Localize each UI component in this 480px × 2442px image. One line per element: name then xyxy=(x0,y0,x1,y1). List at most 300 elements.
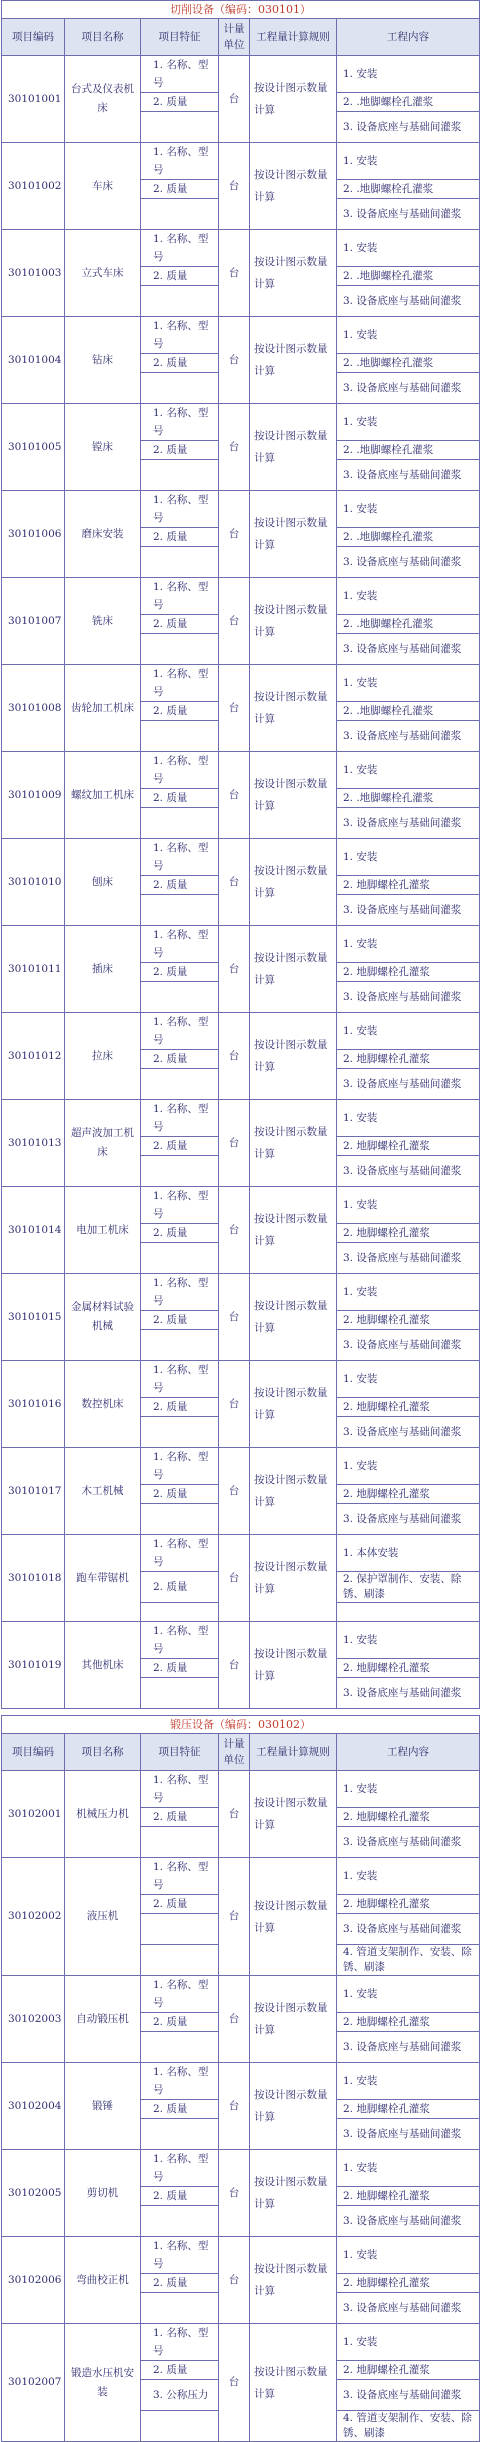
item-code: 30102006 xyxy=(2,2237,65,2324)
unit: 台 xyxy=(219,317,250,404)
unit: 台 xyxy=(219,2063,250,2150)
header-row xyxy=(2,1734,480,1771)
work-content: 1. 安装 xyxy=(337,2063,480,2100)
item-code: 30102005 xyxy=(2,2150,65,2237)
work-content: 2. 地脚螺栓孔灌浆 xyxy=(337,1311,480,1330)
item-name: 超声波加工机床 xyxy=(65,1100,141,1187)
table-row xyxy=(2,1100,480,1137)
item-feature xyxy=(141,721,219,752)
calc-rule: 按设计图示数量计算 xyxy=(250,2324,337,2442)
item-name: 锻锤 xyxy=(65,2063,141,2150)
item-feature: 2. 质量 xyxy=(141,1311,219,1330)
item-feature: 2. 质量 xyxy=(141,267,219,286)
work-content: 1. 安装 xyxy=(337,578,480,615)
item-code: 30101017 xyxy=(2,1448,65,1535)
item-feature xyxy=(141,1504,219,1535)
work-content: 1. 安装 xyxy=(337,1448,480,1485)
item-code: 30101010 xyxy=(2,839,65,926)
item-feature: 1. 名称、型号 xyxy=(141,317,219,354)
unit: 台 xyxy=(219,2237,250,2324)
work-content: 3. 设备底座与基础间灌浆 xyxy=(337,199,480,230)
item-name: 台式及仪表机床 xyxy=(65,56,141,143)
work-content: 4. 管道支架制作、安装、除锈、刷漆 xyxy=(337,2411,480,2442)
item-feature: 1. 名称、型号 xyxy=(141,230,219,267)
item-feature: 1. 名称、型号 xyxy=(141,1361,219,1398)
column-header: 项目编码 xyxy=(2,19,65,56)
work-content: 1. 安装 xyxy=(337,143,480,180)
item-feature: 2. 质量 xyxy=(141,702,219,721)
item-feature xyxy=(141,2206,219,2237)
unit: 台 xyxy=(219,230,250,317)
calc-rule: 按设计图示数量计算 xyxy=(250,2150,337,2237)
unit: 台 xyxy=(219,1187,250,1274)
item-feature: 1. 名称、型号 xyxy=(141,2150,219,2187)
item-name: 剪切机 xyxy=(65,2150,141,2237)
work-content: 2. 地脚螺栓孔灌浆 xyxy=(337,2274,480,2293)
item-feature: 2. 质量 xyxy=(141,2013,219,2032)
work-content: 1. 安装 xyxy=(337,1858,480,1895)
item-feature xyxy=(141,1914,219,1945)
work-content: 3. 设备底座与基础间灌浆 xyxy=(337,1330,480,1361)
column-header: 工程量计算规则 xyxy=(250,19,337,56)
column-header: 项目名称 xyxy=(65,1734,141,1771)
item-code: 30102007 xyxy=(2,2324,65,2442)
item-name: 机械压力机 xyxy=(65,1771,141,1858)
calc-rule: 按设计图示数量计算 xyxy=(250,1448,337,1535)
table-row xyxy=(2,491,480,528)
item-code: 30101011 xyxy=(2,926,65,1013)
item-name: 镗床 xyxy=(65,404,141,491)
calc-rule: 按设计图示数量计算 xyxy=(250,2237,337,2324)
item-code: 30101018 xyxy=(2,1535,65,1622)
item-feature: 2. 质量 xyxy=(141,1659,219,1678)
item-name: 液压机 xyxy=(65,1858,141,1976)
item-code: 30101007 xyxy=(2,578,65,665)
item-code: 30101003 xyxy=(2,230,65,317)
item-feature: 1. 名称、型号 xyxy=(141,1535,219,1572)
work-content: 3. 设备底座与基础间灌浆 xyxy=(337,547,480,578)
item-code: 30101014 xyxy=(2,1187,65,1274)
item-code: 30102003 xyxy=(2,1976,65,2063)
item-feature: 2. 质量 xyxy=(141,2100,219,2119)
work-content: 3. 设备底座与基础间灌浆 xyxy=(337,2119,480,2150)
item-feature xyxy=(141,895,219,926)
item-feature: 1. 名称、型号 xyxy=(141,404,219,441)
item-feature xyxy=(141,1417,219,1448)
item-name: 铣床 xyxy=(65,578,141,665)
unit: 台 xyxy=(219,56,250,143)
item-feature xyxy=(141,1156,219,1187)
item-feature: 2. 质量 xyxy=(141,2187,219,2206)
item-feature: 2. 质量 xyxy=(141,615,219,634)
item-feature: 1. 名称、型号 xyxy=(141,752,219,789)
item-feature xyxy=(141,1678,219,1709)
unit: 台 xyxy=(219,1976,250,2063)
unit: 台 xyxy=(219,578,250,665)
work-content: 2. 地脚螺栓孔灌浆 xyxy=(337,963,480,982)
item-name: 自动锻压机 xyxy=(65,1976,141,2063)
column-header: 计量单位 xyxy=(219,19,250,56)
unit: 台 xyxy=(219,491,250,578)
column-header: 项目特征 xyxy=(141,1734,219,1771)
item-feature xyxy=(141,1827,219,1858)
item-feature xyxy=(141,373,219,404)
item-name: 刨床 xyxy=(65,839,141,926)
work-content: 3. 设备底座与基础间灌浆 xyxy=(337,1678,480,1709)
work-content: 2. 地脚螺栓孔灌浆 xyxy=(337,1137,480,1156)
calc-rule: 按设计图示数量计算 xyxy=(250,491,337,578)
item-feature: 2. 质量 xyxy=(141,1137,219,1156)
item-feature: 1. 名称、型号 xyxy=(141,1976,219,2013)
item-feature xyxy=(141,2032,219,2063)
item-feature xyxy=(141,2411,219,2442)
item-feature xyxy=(141,808,219,839)
unit: 台 xyxy=(219,926,250,1013)
item-feature xyxy=(141,199,219,230)
item-feature: 1. 名称、型号 xyxy=(141,491,219,528)
work-content: 3. 设备底座与基础间灌浆 xyxy=(337,808,480,839)
table-row xyxy=(2,2324,480,2361)
table-row xyxy=(2,752,480,789)
item-feature: 1. 名称、型号 xyxy=(141,1274,219,1311)
item-feature xyxy=(141,1330,219,1361)
item-code: 30101015 xyxy=(2,1274,65,1361)
work-content: 1. 安装 xyxy=(337,2150,480,2187)
table-row xyxy=(2,665,480,702)
equipment-table xyxy=(1,0,480,2442)
work-content: 1. 安装 xyxy=(337,1361,480,1398)
work-content: 3. 设备底座与基础间灌浆 xyxy=(337,373,480,404)
item-code: 30101005 xyxy=(2,404,65,491)
work-content: 1. 安装 xyxy=(337,2324,480,2361)
work-content: 2. 地脚螺栓孔灌浆 xyxy=(337,1398,480,1417)
column-header: 项目名称 xyxy=(65,19,141,56)
calc-rule: 按设计图示数量计算 xyxy=(250,1858,337,1976)
calc-rule: 按设计图示数量计算 xyxy=(250,230,337,317)
work-content: 3. 设备底座与基础间灌浆 xyxy=(337,112,480,143)
work-content: 1. 安装 xyxy=(337,1771,480,1808)
work-content: 3. 设备底座与基础间灌浆 xyxy=(337,634,480,665)
unit: 台 xyxy=(219,1448,250,1535)
item-feature: 2. 质量 xyxy=(141,789,219,808)
header-row xyxy=(2,19,480,56)
item-feature: 1. 名称、型号 xyxy=(141,1187,219,1224)
table-row xyxy=(2,2237,480,2274)
work-content: 1. 安装 xyxy=(337,56,480,93)
unit: 台 xyxy=(219,1274,250,1361)
calc-rule: 按设计图示数量计算 xyxy=(250,1771,337,1858)
unit: 台 xyxy=(219,2150,250,2237)
table-row xyxy=(2,317,480,354)
unit: 台 xyxy=(219,1771,250,1858)
item-feature: 1. 名称、型号 xyxy=(141,56,219,93)
work-content: 1. 安装 xyxy=(337,491,480,528)
item-code: 30102001 xyxy=(2,1771,65,1858)
item-code: 30101019 xyxy=(2,1622,65,1709)
calc-rule: 按设计图示数量计算 xyxy=(250,1187,337,1274)
work-content: 3. 设备底座与基础间灌浆 xyxy=(337,460,480,491)
item-feature: 2. 质量 xyxy=(141,441,219,460)
work-content: 2. .地脚螺栓孔灌浆 xyxy=(337,354,480,373)
section-title: 锻压设备（编码：030102） xyxy=(2,1716,480,1734)
work-content: 2. 地脚螺栓孔灌浆 xyxy=(337,1808,480,1827)
calc-rule: 按设计图示数量计算 xyxy=(250,839,337,926)
item-feature xyxy=(141,286,219,317)
work-content: 3. 设备底座与基础间灌浆 xyxy=(337,895,480,926)
work-content: 3. 设备底座与基础间灌浆 xyxy=(337,1827,480,1858)
work-content: 3. 设备底座与基础间灌浆 xyxy=(337,2206,480,2237)
item-feature xyxy=(141,982,219,1013)
item-code: 30101006 xyxy=(2,491,65,578)
table-row xyxy=(2,230,480,267)
work-content: 2. .地脚螺栓孔灌浆 xyxy=(337,441,480,460)
item-feature xyxy=(141,1945,219,1976)
item-name: 钻床 xyxy=(65,317,141,404)
item-feature xyxy=(141,2119,219,2150)
unit: 台 xyxy=(219,143,250,230)
item-feature: 1. 名称、型号 xyxy=(141,1013,219,1050)
item-feature: 2. 质量 xyxy=(141,963,219,982)
unit: 台 xyxy=(219,752,250,839)
work-content: 1. 安装 xyxy=(337,752,480,789)
item-name: 跑车带锯机 xyxy=(65,1535,141,1622)
item-feature: 2. 质量 xyxy=(141,93,219,112)
item-feature xyxy=(141,547,219,578)
work-content: 2. 地脚螺栓孔灌浆 xyxy=(337,1659,480,1678)
item-name: 齿轮加工机床 xyxy=(65,665,141,752)
work-content: 3. 设备底座与基础间灌浆 xyxy=(337,2293,480,2324)
item-code: 30101016 xyxy=(2,1361,65,1448)
item-feature xyxy=(141,460,219,491)
item-name: 车床 xyxy=(65,143,141,230)
work-content: 2. 保护罩制作、安装、除锈、刷漆 xyxy=(337,1572,480,1603)
work-content: 3. 设备底座与基础间灌浆 xyxy=(337,1504,480,1535)
work-content: 1. 安装 xyxy=(337,317,480,354)
section-title-row xyxy=(2,1716,480,1734)
unit: 台 xyxy=(219,1100,250,1187)
work-content: 1. 安装 xyxy=(337,839,480,876)
table-row xyxy=(2,1622,480,1659)
item-feature xyxy=(141,112,219,143)
calc-rule: 按设计图示数量计算 xyxy=(250,1535,337,1622)
calc-rule: 按设计图示数量计算 xyxy=(250,752,337,839)
table-row xyxy=(2,1187,480,1224)
calc-rule: 按设计图示数量计算 xyxy=(250,1100,337,1187)
item-feature: 1. 名称、型号 xyxy=(141,1858,219,1895)
work-content: 3. 设备底座与基础间灌浆 xyxy=(337,2032,480,2063)
calc-rule: 按设计图示数量计算 xyxy=(250,1976,337,2063)
table-row xyxy=(2,56,480,93)
unit: 台 xyxy=(219,404,250,491)
item-feature: 2. 质量 xyxy=(141,2361,219,2380)
work-content: 2. .地脚螺栓孔灌浆 xyxy=(337,789,480,808)
work-content: 3. 设备底座与基础间灌浆 xyxy=(337,982,480,1013)
item-feature: 1. 名称、型号 xyxy=(141,2237,219,2274)
item-feature: 2. 质量 xyxy=(141,1050,219,1069)
calc-rule: 按设计图示数量计算 xyxy=(250,317,337,404)
item-name: 插床 xyxy=(65,926,141,1013)
work-content: 3. 设备底座与基础间灌浆 xyxy=(337,1069,480,1100)
work-content: 3. 设备底座与基础间灌浆 xyxy=(337,1156,480,1187)
item-feature: 1. 名称、型号 xyxy=(141,1100,219,1137)
item-feature: 1. 名称、型号 xyxy=(141,839,219,876)
item-feature xyxy=(141,1069,219,1100)
work-content: 2. 地脚螺栓孔灌浆 xyxy=(337,2361,480,2380)
item-feature: 2. 质量 xyxy=(141,1808,219,1827)
work-content: 1. 安装 xyxy=(337,1976,480,2013)
work-content: 2. 地脚螺栓孔灌浆 xyxy=(337,1050,480,1069)
gap-cell xyxy=(2,1709,480,1716)
calc-rule: 按设计图示数量计算 xyxy=(250,926,337,1013)
table-row xyxy=(2,143,480,180)
work-content: 1. 安装 xyxy=(337,230,480,267)
table-row xyxy=(2,578,480,615)
item-name: 立式车床 xyxy=(65,230,141,317)
work-content: 2. 地脚螺栓孔灌浆 xyxy=(337,2013,480,2032)
item-feature: 3. 公称压力 xyxy=(141,2380,219,2411)
work-content: 1. 安装 xyxy=(337,1622,480,1659)
item-feature: 1. 名称、型号 xyxy=(141,2063,219,2100)
unit: 台 xyxy=(219,1622,250,1709)
item-name: 数控机床 xyxy=(65,1361,141,1448)
unit: 台 xyxy=(219,1361,250,1448)
unit: 台 xyxy=(219,2324,250,2442)
work-content: 2. .地脚螺栓孔灌浆 xyxy=(337,702,480,721)
item-name: 螺纹加工机床 xyxy=(65,752,141,839)
work-content: 1. 安装 xyxy=(337,1013,480,1050)
section-title-row xyxy=(2,1,480,19)
column-header: 项目编码 xyxy=(2,1734,65,1771)
item-feature: 2. 质量 xyxy=(141,528,219,547)
work-content: 3. 设备底座与基础间灌浆 xyxy=(337,1914,480,1945)
table-row xyxy=(2,2150,480,2187)
item-name: 电加工机床 xyxy=(65,1187,141,1274)
item-code: 30101004 xyxy=(2,317,65,404)
work-content: 2. .地脚螺栓孔灌浆 xyxy=(337,615,480,634)
calc-rule: 按设计图示数量计算 xyxy=(250,1274,337,1361)
item-code: 30102002 xyxy=(2,1858,65,1976)
item-code: 30101002 xyxy=(2,143,65,230)
section-title: 切削设备（编码：030101） xyxy=(2,1,480,19)
unit: 台 xyxy=(219,1535,250,1622)
work-content: 1. 安装 xyxy=(337,926,480,963)
item-feature: 1. 名称、型号 xyxy=(141,1622,219,1659)
column-header: 工程内容 xyxy=(337,1734,480,1771)
work-content: 2. .地脚螺栓孔灌浆 xyxy=(337,528,480,547)
table-row xyxy=(2,2063,480,2100)
section-gap xyxy=(2,1709,480,1716)
work-content: 1. 本体安装 xyxy=(337,1535,480,1572)
item-feature: 2. 质量 xyxy=(141,1572,219,1603)
work-content: 2. 地脚螺栓孔灌浆 xyxy=(337,1224,480,1243)
work-content: 3. 设备底座与基础间灌浆 xyxy=(337,2380,480,2411)
calc-rule: 按设计图示数量计算 xyxy=(250,2063,337,2150)
item-feature: 1. 名称、型号 xyxy=(141,2324,219,2361)
item-feature xyxy=(141,634,219,665)
table-row xyxy=(2,1013,480,1050)
work-content: 2. 地脚螺栓孔灌浆 xyxy=(337,2100,480,2119)
table-row xyxy=(2,404,480,441)
work-content: 2. .地脚螺栓孔灌浆 xyxy=(337,267,480,286)
calc-rule: 按设计图示数量计算 xyxy=(250,665,337,752)
table-row xyxy=(2,926,480,963)
work-content: 2. 地脚螺栓孔灌浆 xyxy=(337,1485,480,1504)
item-feature: 2. 质量 xyxy=(141,1485,219,1504)
item-feature: 2. 质量 xyxy=(141,1895,219,1914)
work-content xyxy=(337,1603,480,1622)
item-feature: 1. 名称、型号 xyxy=(141,578,219,615)
work-content: 1. 安装 xyxy=(337,404,480,441)
item-feature: 1. 名称、型号 xyxy=(141,1771,219,1808)
table-row xyxy=(2,839,480,876)
calc-rule: 按设计图示数量计算 xyxy=(250,578,337,665)
item-name: 金属材料试验机械 xyxy=(65,1274,141,1361)
work-content: 2. 地脚螺栓孔灌浆 xyxy=(337,2187,480,2206)
unit: 台 xyxy=(219,1858,250,1976)
item-feature: 2. 质量 xyxy=(141,2274,219,2293)
item-name: 拉床 xyxy=(65,1013,141,1100)
work-content: 4. 管道支架制作、安装、除锈、刷漆 xyxy=(337,1945,480,1976)
work-content: 3. 设备底座与基础间灌浆 xyxy=(337,286,480,317)
work-content: 3. 设备底座与基础间灌浆 xyxy=(337,721,480,752)
work-content: 1. 安装 xyxy=(337,2237,480,2274)
item-code: 30101013 xyxy=(2,1100,65,1187)
item-name: 木工机械 xyxy=(65,1448,141,1535)
work-content: 1. 安装 xyxy=(337,665,480,702)
calc-rule: 按设计图示数量计算 xyxy=(250,1361,337,1448)
column-header: 计量单位 xyxy=(219,1734,250,1771)
work-content: 2. 地脚螺栓孔灌浆 xyxy=(337,876,480,895)
table-row xyxy=(2,1448,480,1485)
work-content: 1. 安装 xyxy=(337,1187,480,1224)
item-feature xyxy=(141,1603,219,1622)
item-code: 30101001 xyxy=(2,56,65,143)
unit: 台 xyxy=(219,1013,250,1100)
work-content: 3. 设备底座与基础间灌浆 xyxy=(337,1417,480,1448)
item-feature: 2. 质量 xyxy=(141,876,219,895)
work-content: 2. .地脚螺栓孔灌浆 xyxy=(337,93,480,112)
calc-rule: 按设计图示数量计算 xyxy=(250,56,337,143)
item-code: 30101012 xyxy=(2,1013,65,1100)
item-code: 30102004 xyxy=(2,2063,65,2150)
item-name: 磨床安装 xyxy=(65,491,141,578)
table-row xyxy=(2,1274,480,1311)
table-row xyxy=(2,1858,480,1895)
table-row xyxy=(2,1535,480,1572)
table-row xyxy=(2,1361,480,1398)
calc-rule: 按设计图示数量计算 xyxy=(250,1013,337,1100)
work-content: 3. 设备底座与基础间灌浆 xyxy=(337,1243,480,1274)
item-code: 30101009 xyxy=(2,752,65,839)
item-name: 弯曲校正机 xyxy=(65,2237,141,2324)
item-code: 30101008 xyxy=(2,665,65,752)
item-feature xyxy=(141,1243,219,1274)
item-feature: 1. 名称、型号 xyxy=(141,1448,219,1485)
item-feature: 1. 名称、型号 xyxy=(141,665,219,702)
item-name: 锻造水压机安装 xyxy=(65,2324,141,2442)
item-feature: 2. 质量 xyxy=(141,354,219,373)
column-header: 项目特征 xyxy=(141,19,219,56)
item-feature: 2. 质量 xyxy=(141,1224,219,1243)
work-content: 1. 安装 xyxy=(337,1100,480,1137)
item-feature: 1. 名称、型号 xyxy=(141,143,219,180)
work-content: 2. 地脚螺栓孔灌浆 xyxy=(337,1895,480,1914)
table-row xyxy=(2,1771,480,1808)
column-header: 工程内容 xyxy=(337,19,480,56)
calc-rule: 按设计图示数量计算 xyxy=(250,1622,337,1709)
calc-rule: 按设计图示数量计算 xyxy=(250,404,337,491)
quota-table-container xyxy=(1,0,479,2442)
